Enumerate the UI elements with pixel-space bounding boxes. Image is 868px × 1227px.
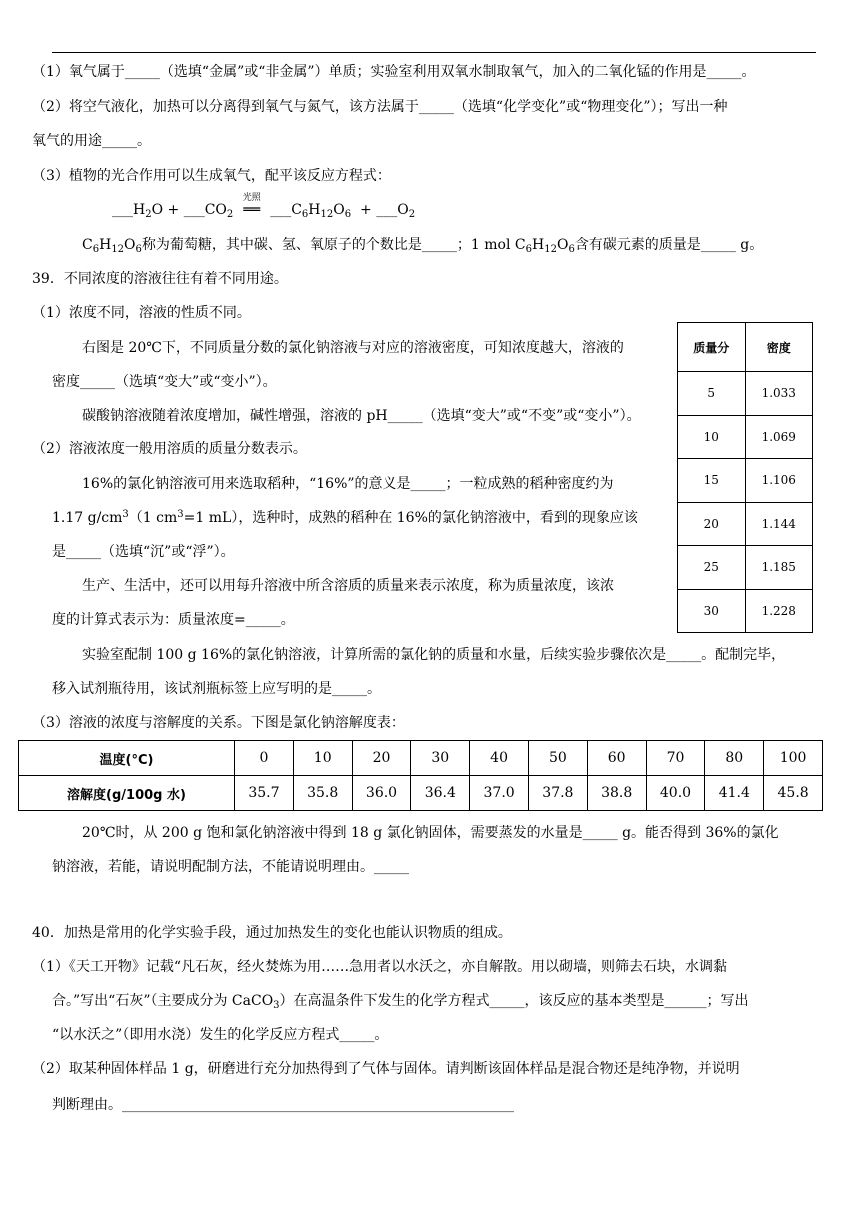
q38-part2-line1: （2）将空气液化，加热可以分离得到氧气与氮气，该方法属于_____（选填“化学变化”或“物理变化”）；写出一种 [32,99,728,115]
table-cell: 40 [470,741,529,776]
q40-line5: 判断理由。________________________________________________________ [52,1097,514,1113]
solubility-table [18,740,823,811]
table-row [678,546,813,590]
table-cell: 15 [678,459,746,503]
table-cell: 30 [411,741,470,776]
q39-line5: 1.17 $g/cm^3(1$ $cm^3=1$ mL），选种时，成熟的稻种在 16%的氯化钠溶液中，看到的现象应该 [52,509,638,526]
table-cell: 50 [528,741,587,776]
table-cell: 20 [352,741,411,776]
table-cell: 41.4 [705,776,764,811]
table-cell: 80 [705,741,764,776]
q39-line7: 生产、生活中，还可以用每升溶液中所含溶质的质量来表示浓度，称为质量浓度，该浓 [82,578,614,594]
table-cell: 36.0 [352,776,411,811]
table-cell: 25 [678,546,746,590]
table-row [19,741,823,776]
q39-line2: 密度_____（选填“变大”或“变小”）。 [52,374,277,390]
header-rule [52,52,816,53]
density-table-header [678,323,813,372]
q39-line1: 右图是 20℃下，不同质量分数的氯化钠溶液与对应的溶液密度，可知浓度越大，溶液的 [82,340,624,356]
table-row [678,415,813,459]
table-cell: 35.7 [235,776,294,811]
table-cell: 70 [646,741,705,776]
table-cell: 20 [678,502,746,546]
table-row [678,589,813,633]
q40-line2: 合。”写出“石灰”（主要成分为 CaCO$_3$）在高温条件下发生的化学方程式_____，该反应的基本类型是______；写出 [52,993,749,1011]
q39-line9: 实验室配制 100 g 16%的氯化钠溶液，计算所需的氯化钠的质量和水量，后续实验步骤依次是_____。配制完毕， [82,647,786,663]
table-cell: 1.144 [745,502,813,546]
table-row [678,459,813,503]
table-cell: 45.8 [764,776,823,811]
q39-section1: （1）浓度不同，溶液的性质不同。 [32,305,251,321]
table-cell: 0 [235,741,294,776]
q39-line11: 20℃时，从 200 g 饱和氯化钠溶液中得到 18 g 氯化钠固体，需要蒸发的水量是_____ g。能否得到 36%的氯化 [82,825,779,841]
q40-title: 40．加热是常用的化学实验手段，通过加热发生的变化也能认识物质的组成。 [32,925,512,941]
q38-part2-line2: 氧气的用途_____。 [32,133,151,149]
q39-line6: 是_____（选填“沉”或“浮”）。 [52,544,235,560]
density-table [677,322,813,633]
table-cell: 36.4 [411,776,470,811]
table-cell: 1.069 [745,415,813,459]
table-cell: 37.8 [528,776,587,811]
q39-line10: 移入试剂瓶待用，该试剂瓶标签上应写明的是_____。 [52,681,381,697]
q39-line8: 度的计算式表示为：质量浓度=_____。 [52,612,295,628]
q38-part3: （3）植物的光合作用可以生成氧气，配平该反应方程式： [32,168,391,184]
table-cell: 10 [293,741,352,776]
table-row [19,776,823,811]
table-cell: 30 [678,589,746,633]
equation: $\_\_\_H_2O$ + $\_\_\_CO_2$ 光照 ══ $\_\_\_C_6H_{12}O_6$ + $\_\_\_O_2$ [112,200,415,220]
table-cell: 100 [764,741,823,776]
density-header-fraction: 质量分 [678,323,746,372]
table-cell: 60 [587,741,646,776]
table-cell: 35.8 [293,776,352,811]
table-cell: 1.185 [745,546,813,590]
q39-line4: 16%的氯化钠溶液可用来选取稻种，“16%”的意义是_____；一粒成熟的稻种密度约为 [82,476,614,492]
table-cell: 1.228 [745,589,813,633]
q39-section2: （2）溶液浓度一般用溶质的质量分数表示。 [32,441,307,457]
solubility-header-temperature: 温度(°C) [19,741,235,776]
table-row [678,372,813,416]
q40-line3: “以水沃之”（即用水浇）发生的化学反应方程式_____。 [52,1027,389,1043]
q40-line1: （1）《天工开物》记载“凡石灰，经火焚炼为用……急用者以水沃之，亦自解散。用以砌墙，则筛去石块，水调黏 [32,959,728,975]
q39-line12: 钠溶液，若能，请说明配制方法，不能请说明理由。_____ [52,859,409,875]
density-header-density: 密度 [745,323,813,372]
table-cell: 10 [678,415,746,459]
table-cell: 38.8 [587,776,646,811]
q38-part4: $C_6H_{12}O_6$称为葡萄糖，其中碳、氢、氧原子的个数比是_____；1 mol $C_6H_{12}O_6$含有碳元素的质量是_____ g。 [82,237,764,255]
table-cell: 37.0 [470,776,529,811]
q39-section3: （3）溶液的浓度与溶解度的关系。下图是氯化钠溶解度表： [32,715,405,731]
table-row [678,502,813,546]
equation-condition: 光照 [242,193,261,203]
table-cell: 40.0 [646,776,705,811]
q39-line3: 碳酸钠溶液随着浓度增加，碱性增强，溶液的 pH_____（选填“变大”或“不变”或“变小”）。 [82,408,641,424]
q39-title: 39．不同浓度的溶液往往有着不同用途。 [32,271,288,287]
table-cell: 5 [678,372,746,416]
table-cell: 1.106 [745,459,813,503]
equation-arrow: ══ [243,202,261,218]
q38-part1: （1）氧气属于_____（选填“金属”或“非金属”）单质；实验室利用双氧水制取氧气，加入的二氧化锰的作用是_____。 [32,64,756,80]
table-cell: 1.033 [745,372,813,416]
q40-line4: （2）取某种固体样品 1 g，研磨进行充分加热得到了气体与固体。请判断该固体样品是混合物还是纯净物，并说明 [32,1061,740,1077]
solubility-header-solubility: 溶解度(g/100g 水) [19,776,235,811]
